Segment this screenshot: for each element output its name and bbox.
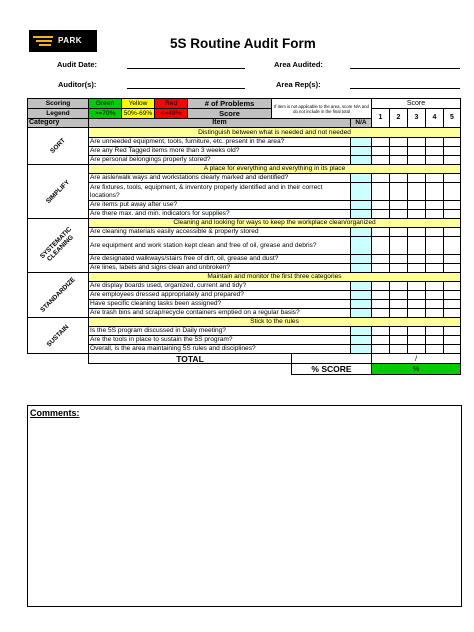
na-header: N/A	[351, 119, 372, 128]
table-row	[28, 228, 461, 237]
num-problems-label: # of Problems	[188, 99, 272, 109]
na-cell[interactable]	[351, 309, 372, 318]
na-cell[interactable]	[351, 264, 372, 273]
na-cell[interactable]	[351, 237, 372, 255]
na-cell[interactable]	[351, 327, 372, 336]
na-cell[interactable]	[351, 210, 372, 219]
na-cell[interactable]	[351, 336, 372, 345]
score-cell-5[interactable]	[444, 237, 461, 255]
table-row	[28, 255, 461, 264]
audit-question: Are equipment and work station kept clean and free of oil, grease and debris?	[89, 237, 351, 255]
score-cell-2[interactable]	[390, 327, 408, 336]
section-heading: Stick to the rules	[89, 318, 461, 327]
audit-question: Are aisle/walk ways and workstations clearly marked and identified?	[89, 174, 351, 183]
score-cell-3[interactable]	[408, 255, 426, 264]
na-cell[interactable]	[351, 345, 372, 354]
na-cell[interactable]	[351, 201, 372, 210]
category-cell	[28, 318, 89, 354]
comments-label: Comments:	[30, 408, 80, 418]
legend-red-range: <=49%	[155, 109, 188, 119]
score-cell-2[interactable]	[390, 309, 408, 318]
table-row	[28, 237, 461, 255]
score-cell-4[interactable]	[426, 183, 444, 201]
section-heading: Distinguish between what is needed and not needed	[89, 128, 461, 138]
table-row	[28, 210, 461, 219]
score-cell-3[interactable]	[408, 201, 426, 210]
score-cell-1[interactable]	[372, 237, 390, 255]
table-row	[28, 183, 461, 201]
score-cell-3[interactable]	[408, 138, 426, 147]
audit-question: Are the tools in place to sustain the 5S program?	[89, 336, 351, 345]
audit-question: Is the 5S program discussed in Daily meeting?	[89, 327, 351, 336]
category-cell	[28, 273, 89, 318]
legend-red: Red	[155, 99, 188, 109]
audit-question: Are display boards used, organized, current and tidy?	[89, 282, 351, 291]
category-label: SYSTEMATIC CLEANING	[38, 225, 75, 263]
table-row	[28, 156, 461, 165]
score-cell-5[interactable]	[444, 183, 461, 201]
na-cell[interactable]	[351, 156, 372, 165]
score-cell-5[interactable]	[444, 138, 461, 147]
category-label: SORT	[49, 137, 67, 155]
score-cell-5[interactable]	[444, 201, 461, 210]
na-cell[interactable]	[351, 147, 372, 156]
score-cell-2[interactable]	[390, 237, 408, 255]
score-cell-2[interactable]	[390, 210, 408, 219]
blank-cell	[28, 364, 89, 375]
table-row	[28, 300, 461, 309]
category-label: SUSTAIN	[45, 323, 71, 348]
score-cell-2[interactable]	[390, 264, 408, 273]
score-cell-1[interactable]	[372, 309, 390, 318]
percent-score-value: %	[372, 364, 461, 375]
score-cell-5[interactable]	[444, 147, 461, 156]
score-cell-5[interactable]	[444, 264, 461, 273]
legend-label: Legend	[28, 109, 89, 119]
score-cell-1[interactable]	[372, 345, 390, 354]
score-cell-4[interactable]	[426, 336, 444, 345]
score-cell-1[interactable]	[372, 282, 390, 291]
audit-table	[27, 98, 461, 375]
audit-question: Are trash bins and scrap/recycle containers emptied on a regular basis?	[89, 309, 351, 318]
audit-question: Are items put away after use?	[89, 201, 351, 210]
score-cell-4[interactable]	[426, 327, 444, 336]
score-cell-2[interactable]	[390, 183, 408, 201]
score-cell-5[interactable]	[444, 255, 461, 264]
score-cell-2[interactable]	[390, 255, 408, 264]
score-cell-4[interactable]	[426, 237, 444, 255]
table-row	[28, 147, 461, 156]
score-cell-5[interactable]	[444, 300, 461, 309]
score-cell-1[interactable]	[372, 210, 390, 219]
score-cell-4[interactable]	[426, 264, 444, 273]
legend-green: Green	[89, 99, 122, 109]
area-reps-label: Area Rep(s):	[276, 80, 321, 89]
audit-question: Are there max. and min. indicators for supplies?	[89, 210, 351, 219]
na-cell[interactable]	[351, 300, 372, 309]
audit-question: Are employees dressed appropriately and prepared?	[89, 291, 351, 300]
score-cell-2[interactable]	[390, 300, 408, 309]
score-header: Score	[372, 99, 461, 109]
blank-cell	[89, 364, 292, 375]
area-audited-label: Area Audited:	[274, 60, 323, 69]
score-cell-2[interactable]	[390, 282, 408, 291]
score-cell-4[interactable]	[426, 255, 444, 264]
score-cell-2[interactable]	[390, 201, 408, 210]
score-cell-3[interactable]	[408, 300, 426, 309]
score-cell-1[interactable]	[372, 327, 390, 336]
score-cell-3[interactable]	[408, 210, 426, 219]
score-cell-4[interactable]	[426, 309, 444, 318]
score-cell-1[interactable]	[372, 291, 390, 300]
score-cell-1[interactable]	[372, 336, 390, 345]
score-cell-1[interactable]	[372, 174, 390, 183]
score-cell-5[interactable]	[444, 327, 461, 336]
na-cell[interactable]	[351, 228, 372, 237]
score-cell-1[interactable]	[372, 201, 390, 210]
score-cell-5[interactable]	[444, 228, 461, 237]
audit-question: Are fixtures, tools, equipment, & inventory properly identified and in their correct locations?	[89, 183, 351, 201]
na-cell[interactable]	[351, 138, 372, 147]
na-cell[interactable]	[351, 291, 372, 300]
score-cell-3[interactable]	[408, 237, 426, 255]
legend-yellow: Yellow	[122, 99, 155, 109]
score-cell-1[interactable]	[372, 300, 390, 309]
company-logo	[29, 30, 97, 52]
section-heading: A place for everything and everything in its place	[89, 165, 461, 174]
score-cell-2[interactable]	[390, 174, 408, 183]
score-cell-3[interactable]	[408, 336, 426, 345]
category-cell	[28, 165, 89, 219]
item-header: Item	[89, 119, 351, 128]
score-col-3: 3	[408, 109, 426, 128]
audit-question: Are designated walkways/stairs free of dirt, oil, grease and dust?	[89, 255, 351, 264]
category-header: Category	[28, 119, 89, 128]
total-spacer	[292, 354, 372, 364]
score-cell-4[interactable]	[426, 291, 444, 300]
score-cell-2[interactable]	[390, 336, 408, 345]
scoring-label: Scoring	[28, 99, 89, 109]
auditors-label: Auditor(s):	[58, 80, 97, 89]
total-value: /	[372, 354, 461, 364]
score-cell-1[interactable]	[372, 255, 390, 264]
score-cell-2[interactable]	[390, 228, 408, 237]
score-cell-1[interactable]	[372, 156, 390, 165]
score-cell-5[interactable]	[444, 282, 461, 291]
score-cell-4[interactable]	[426, 156, 444, 165]
score-cell-5[interactable]	[444, 156, 461, 165]
area-reps-field[interactable]	[350, 88, 460, 89]
table-row	[28, 201, 461, 210]
na-cell[interactable]	[351, 183, 372, 201]
page-title: 5S Routine Audit Form	[170, 36, 316, 51]
score-cell-5[interactable]	[444, 309, 461, 318]
audit-question: Have specific cleaning tasks been assigned?	[89, 300, 351, 309]
na-cell[interactable]	[351, 282, 372, 291]
score-cell-4[interactable]	[426, 174, 444, 183]
table-row	[28, 345, 461, 354]
score-cell-3[interactable]	[408, 264, 426, 273]
section-heading: Maintain and monitor the first three categories	[89, 273, 461, 282]
score-cell-3[interactable]	[408, 345, 426, 354]
score-cell-2[interactable]	[390, 138, 408, 147]
score-cell-3[interactable]	[408, 174, 426, 183]
table-row	[28, 174, 461, 183]
table-row	[28, 327, 461, 336]
score-cell-2[interactable]	[390, 291, 408, 300]
legend-green-range: >=70%	[89, 109, 122, 119]
table-row	[28, 138, 461, 147]
score-cell-4[interactable]	[426, 282, 444, 291]
score-cell-4[interactable]	[426, 210, 444, 219]
score-cell-1[interactable]	[372, 147, 390, 156]
audit-question: Overall, is the area maintaining 5S rules and disciplines?	[89, 345, 351, 354]
table-row	[28, 264, 461, 273]
audit-question: Are any Red Tagged items more than 3 weeks old?	[89, 147, 351, 156]
score-cell-3[interactable]	[408, 147, 426, 156]
section-heading: Cleaning and looking for ways to keep the workplace clean/organized	[89, 219, 461, 228]
score-cell-2[interactable]	[390, 345, 408, 354]
table-row	[28, 336, 461, 345]
score-cell-2[interactable]	[390, 147, 408, 156]
score-cell-3[interactable]	[408, 228, 426, 237]
comments-box[interactable]	[27, 405, 462, 607]
score-cell-4[interactable]	[426, 345, 444, 354]
category-cell	[28, 128, 89, 165]
score-cell-5[interactable]	[444, 345, 461, 354]
legend-score-label: Score	[188, 109, 272, 119]
score-col-4: 4	[426, 109, 444, 128]
audit-question: Are lines, labels and signs clean and unbroken?	[89, 264, 351, 273]
na-note: If item is not applicable to the area, score N/A and do not include in the final total	[272, 99, 372, 119]
na-cell[interactable]	[351, 174, 372, 183]
total-label: TOTAL	[89, 354, 292, 364]
legend-yellow-range: 50%-69%	[122, 109, 155, 119]
score-col-5: 5	[444, 109, 461, 128]
score-cell-3[interactable]	[408, 327, 426, 336]
table-row	[28, 291, 461, 300]
score-cell-4[interactable]	[426, 201, 444, 210]
score-cell-3[interactable]	[408, 291, 426, 300]
score-cell-4[interactable]	[426, 138, 444, 147]
score-cell-1[interactable]	[372, 183, 390, 201]
score-cell-2[interactable]	[390, 156, 408, 165]
score-cell-1[interactable]	[372, 264, 390, 273]
score-cell-3[interactable]	[408, 309, 426, 318]
score-cell-1[interactable]	[372, 138, 390, 147]
logo-text: PARK	[58, 36, 83, 45]
na-cell[interactable]	[351, 255, 372, 264]
category-cell	[28, 219, 89, 273]
blank-cell	[28, 354, 89, 364]
audit-question: Are cleaning materials easily accessible & properly stored	[89, 228, 351, 237]
score-cell-4[interactable]	[426, 228, 444, 237]
category-label: SIMPLIFY	[44, 178, 72, 205]
score-cell-5[interactable]	[444, 336, 461, 345]
score-cell-5[interactable]	[444, 174, 461, 183]
score-col-1: 1	[372, 109, 390, 128]
score-cell-5[interactable]	[444, 210, 461, 219]
score-col-2: 2	[390, 109, 408, 128]
auditors-field[interactable]	[127, 88, 245, 89]
score-cell-4[interactable]	[426, 300, 444, 309]
audit-date-field[interactable]	[127, 68, 245, 69]
logo-mark-icon	[33, 34, 55, 48]
category-label: STANDARDIZE	[39, 276, 77, 314]
audit-question: Are personal belongings properly stored?	[89, 156, 351, 165]
audit-question: Are unneeded equipment, tools, furniture, etc. present in the area?	[89, 138, 351, 147]
audit-date-label: Audit Date:	[57, 60, 97, 69]
table-row	[28, 309, 461, 318]
score-cell-4[interactable]	[426, 147, 444, 156]
score-cell-3[interactable]	[408, 282, 426, 291]
table-row	[28, 282, 461, 291]
score-cell-3[interactable]	[408, 183, 426, 201]
area-audited-field[interactable]	[350, 68, 460, 69]
score-cell-1[interactable]	[372, 228, 390, 237]
percent-score-label: % SCORE	[292, 364, 372, 375]
score-cell-5[interactable]	[444, 291, 461, 300]
score-cell-3[interactable]	[408, 156, 426, 165]
